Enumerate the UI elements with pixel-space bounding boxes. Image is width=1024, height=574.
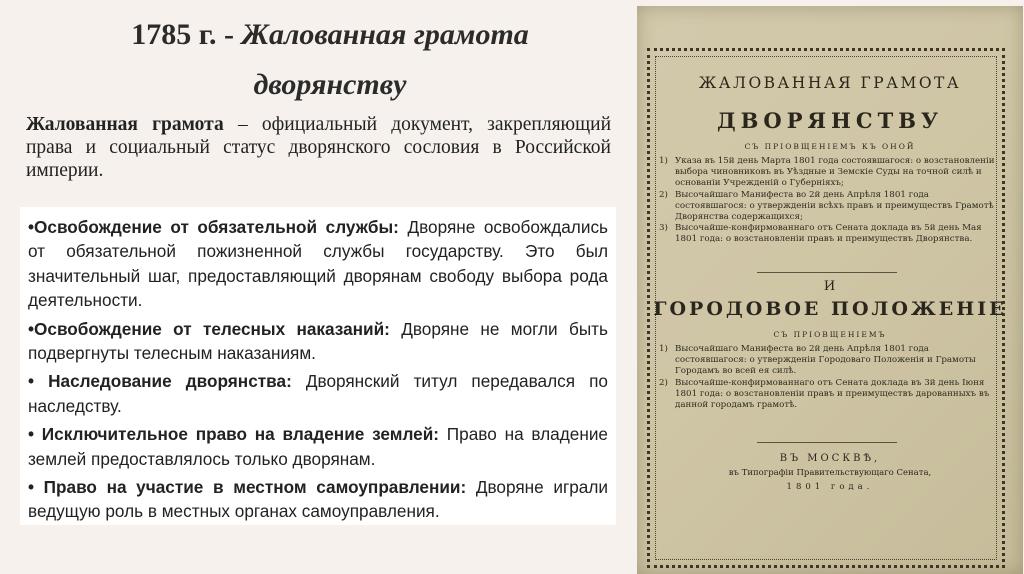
slide-title — [60, 10, 600, 110]
list-number: 3) — [659, 223, 668, 234]
document-place: ВЪ МОСКВѢ, — [779, 453, 881, 464]
right-text: Дворянский титул передавался по наследству. — [28, 371, 608, 416]
document-subheading-2: СЪ ПРІОВЩЕНІЕМЪ — [773, 330, 887, 339]
right-item — [28, 422, 608, 471]
right-text: Дворяне не могли быть подвергнуты телесным наказаниям. — [28, 318, 609, 364]
right-head: • Право на участие в местном самоуправлении: — [28, 477, 467, 498]
list-text: Высочайшаго Манифеста во 2й день Апрѣля 1801 года состоявшагося: о утвержденіи всѣхъ правъ и преимуществъ Грамотѣ Дворянства содержащихся; — [675, 189, 994, 223]
document-list-item — [659, 378, 999, 412]
right-text: Дворяне играли ведущую роль в местных органах самоуправления. — [28, 477, 608, 522]
rights-list — [20, 207, 616, 525]
document-list-item — [659, 156, 999, 190]
document-heading-1: ЖАЛОВАННАЯ ГРАМОТА — [698, 74, 962, 92]
list-number: 2) — [659, 377, 668, 388]
right-head: • Наследование дворянства: — [28, 371, 292, 392]
right-item — [28, 369, 608, 418]
list-text: Высочайше-конфирмованнаго отъ Сената доклада въ 3й день Іюня 1801 года: о возстановленіи правъ и преимуществъ дарованныхъ въ данной городамъ грамотѣ. — [675, 377, 990, 411]
list-number: 1) — [659, 344, 668, 354]
list-number: 2) — [659, 189, 668, 200]
right-text: Право на владение землей предоставлялось только дворянам. — [28, 424, 608, 469]
list-number: 1) — [659, 156, 668, 166]
separator-line — [757, 442, 897, 443]
right-head: •Освобождение от обязательной службы: — [28, 217, 399, 237]
document-list-item — [659, 190, 999, 224]
list-text: Высочайше-конфирмованнаго отъ Сената доклада въ 5й день Мая 1801 года: о возстановленіи правъ и преимуществъ Дворянства. — [675, 223, 982, 245]
document-list-2 — [659, 344, 999, 411]
right-head: •Освобождение от телесных наказаний: — [28, 318, 390, 339]
right-item — [28, 475, 608, 524]
document-year: 1801 года. — [786, 482, 874, 492]
separator-line — [757, 272, 897, 273]
document-list-item — [659, 223, 999, 245]
right-item — [28, 317, 608, 366]
document-heading-3: ГОРОДОВОЕ ПОЛОЖЕНІЕ — [653, 298, 1007, 320]
document-heading-2: ДВОРЯНСТВУ — [717, 108, 943, 133]
document-paper — [637, 6, 1023, 574]
list-text: Высочайшаго Манифеста во 2й день Апрѣля 1801 года состоявшагося: о утвержденіи Городоваго Положенія и Грамоты Городамъ во всей ея силѣ. — [675, 344, 976, 377]
document-photo — [626, 0, 1024, 574]
document-subheading-1: СЪ ПРІОВЩЕНІЕМЪ КЪ ОНОЙ — [744, 142, 916, 151]
right-item — [28, 215, 608, 313]
definition-text: – официальный документ, закрепляющий права и социальный статус дворянского сословия в Российской империи. — [26, 114, 611, 181]
document-and: И — [823, 279, 837, 294]
definition-term: Жалованная грамота — [26, 114, 224, 135]
title-name: Жалованная грамота дворянству — [241, 18, 529, 101]
document-list-1 — [659, 156, 999, 246]
right-text: Дворяне освобождались от обязательной пожизненной службы государству. Это был значительный шаг, предоставляющий дворянам свободу выбора рода деятельности. — [28, 217, 608, 311]
title-year: 1785 г. - — [131, 18, 234, 51]
list-text: Указа въ 15й день Марта 1801 года состоявшагося: о возстановленіи выбора чиновниковъ въ Уѣздные и Земскіе Суды на точной силѣ и основаніи Учрежденій о Губерніяхъ; — [675, 156, 995, 189]
document-list-item — [659, 344, 999, 378]
definition-paragraph — [26, 113, 611, 182]
document-printer: въ Типографіи Правительствующаго Сената, — [728, 468, 932, 478]
right-head: • Исключительное право на владение землей: — [28, 424, 440, 445]
